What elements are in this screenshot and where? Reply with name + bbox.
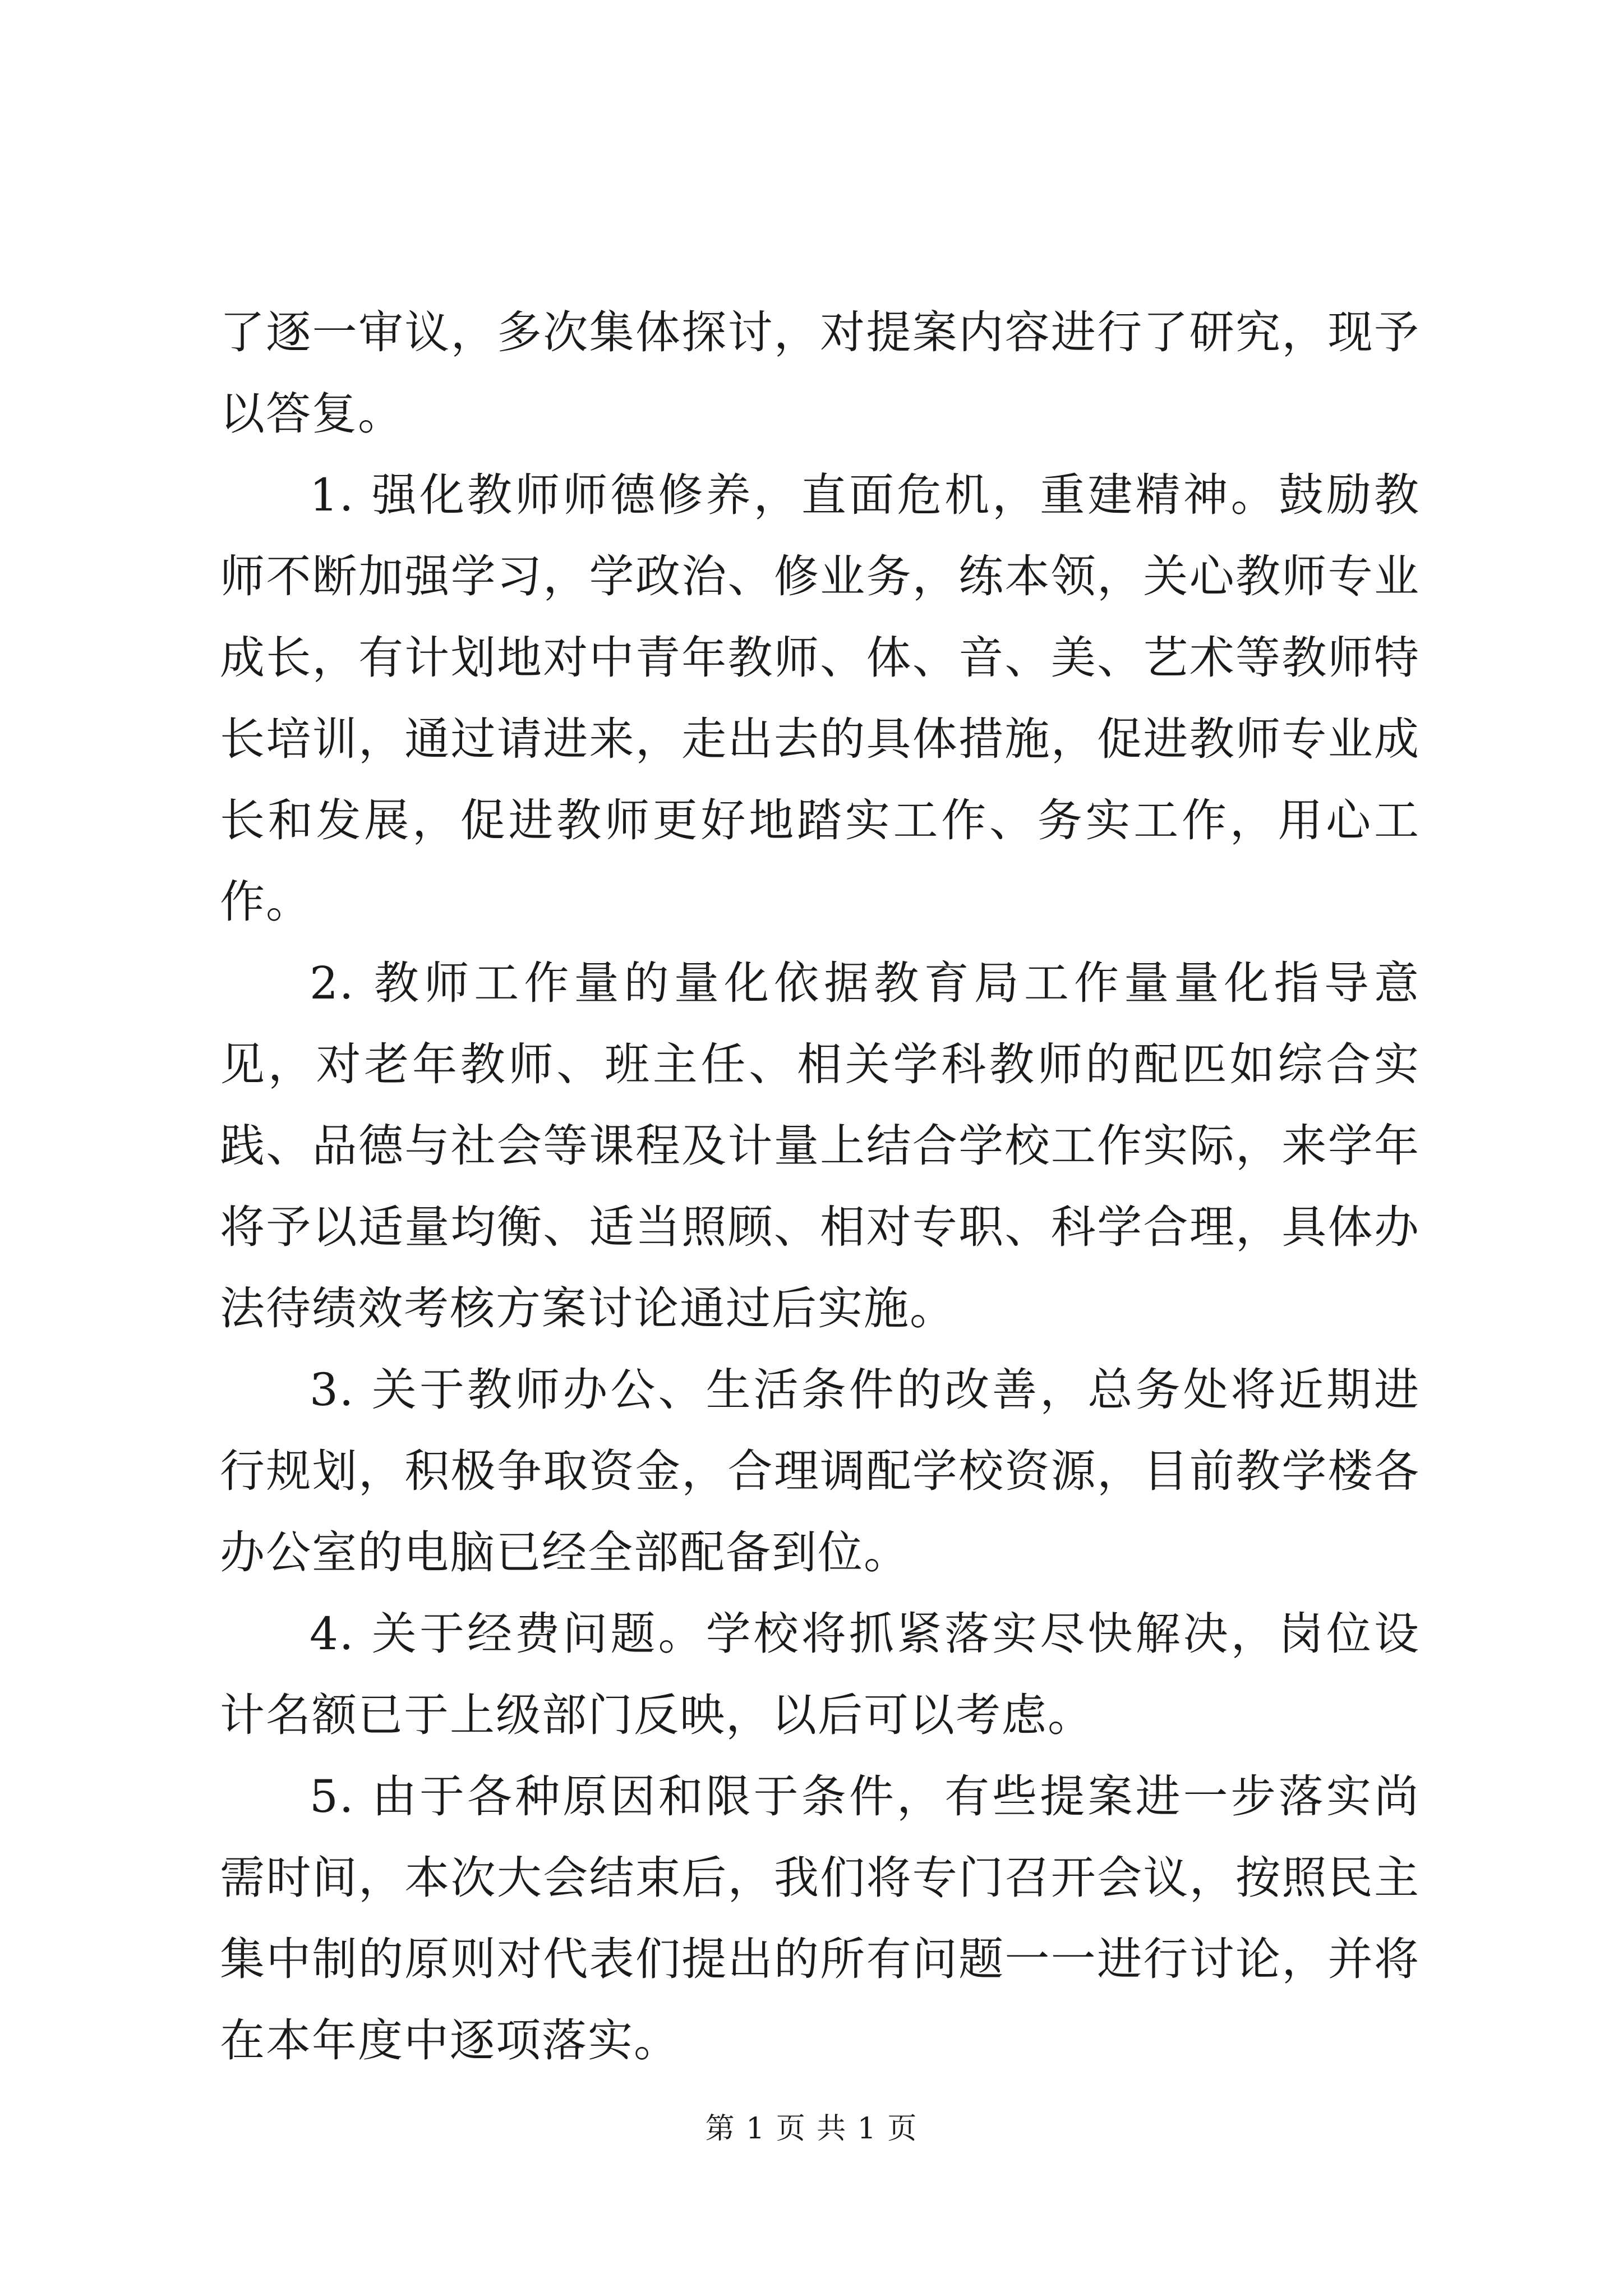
paragraph-item-4: 4. 关于经费问题。学校将抓紧落实尽快解决，岗位设计名额已于上级部门反映，以后可以考虑。 <box>220 1608 1420 1741</box>
paragraph-item-2: 2. 教师工作量的量化依据教育局工作量量化指导意见，对老年教师、班主任、相关学科教师的配匹如综合实践、品德与社会等课程及计量上结合学校工作实际，来学年将予以适量均衡、适当照顾、相对专职、科学合理，具体办法待绩效考核方案讨论通过后实施。 <box>220 957 1420 1335</box>
paragraph-item-3: 3. 关于教师办公、生活条件的改善，总务处将近期进行规划，积极争取资金，合理调配学校资源，目前教学楼各办公室的电脑已经全部配备到位。 <box>220 1364 1420 1579</box>
paragraph-continuation: 了逐一审议，多次集体探讨，对提案内容进行了研究，现予以答复。 <box>220 306 1420 440</box>
page-footer: 第 1 页 共 1 页 <box>705 2112 918 2146</box>
paragraph-item-1: 1. 强化教师师德修养，直面危机，重建精神。鼓励教师不断加强学习，学政治、修业务，练本领，关心教师专业成长，有计划地对中青年教师、体、音、美、艺术等教师特长培训，通过请进来，走出去的具体措施，促进教师专业成长和发展，促进教师更好地踏实工作、务实工作，用心工作。 <box>220 469 1420 928</box>
document-body <box>220 292 1420 2081</box>
paragraph-item-5: 5. 由于各种原因和限于条件，有些提案进一步落实尚需时间，本次大会结束后，我们将专门召开会议，按照民主集中制的原则对代表们提出的所有问题一一进行讨论，并将在本年度中逐项落实。 <box>220 1770 1420 2067</box>
